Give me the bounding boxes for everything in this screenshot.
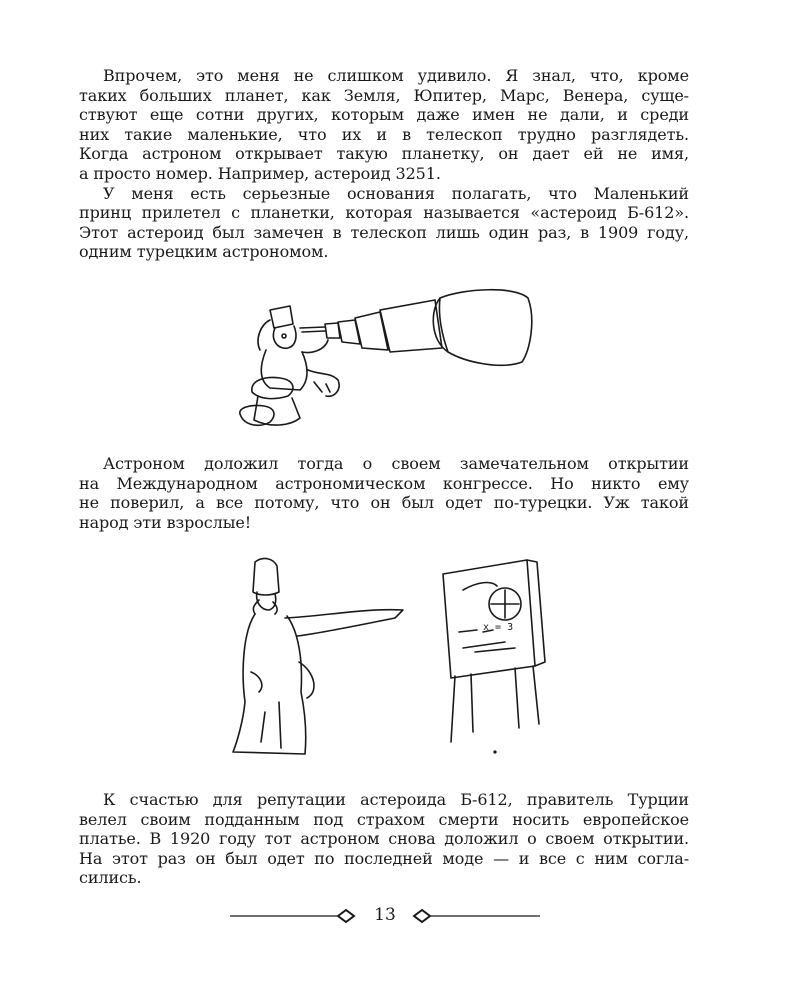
paragraph-turkey-decree	[79, 790, 689, 888]
text-line: сились.	[79, 868, 142, 888]
text-line: К счастью для репутации астероида Б-612, правитель Турции	[103, 790, 689, 809]
text-line: народ эти взрослые!	[79, 512, 252, 532]
text-line: Этот астероид был замечен в телескоп лишь один раз, в 1909 году,	[79, 222, 689, 242]
text-line: принц прилетел с планетки, которая называется «астероид Б-612».	[79, 203, 689, 223]
text-line: велел своим подданным под страхом смерти носить европейское	[79, 809, 689, 829]
text-line: Когда астроном открывает такую планетку, он дает ей не имя,	[79, 144, 689, 164]
paragraph-congress	[79, 454, 689, 532]
text-line: ствуют еще сотни других, которым даже имен не дали, и среди	[79, 105, 689, 125]
text-line: на Международном астрономическом конгрессе. Но никто ему	[79, 473, 689, 493]
text-line: платье. В 1920 году тот астроном снова доложил о своем открытии.	[79, 829, 689, 849]
text-line: На этот раз он был одет по последней моде — и все с ним согла-	[79, 848, 689, 868]
page-number: 13	[374, 905, 396, 925]
text-line: а просто номер. Например, астероид 3251.	[79, 163, 441, 183]
text-line: У меня есть серьезные основания полагать, что Маленький	[103, 183, 689, 203]
text-line: одним турецким астрономом.	[79, 242, 329, 262]
text-line: Впрочем, это меня не слишком удивило. Я знал, что, кроме	[103, 66, 689, 85]
blackboard-formula: x = 3	[483, 622, 514, 633]
paragraph-asteroid-intro	[79, 66, 689, 262]
text-line: Астроном доложил тогда о своем замечательном открытии	[103, 454, 689, 473]
text-line: них такие маленькие, что их и в телескоп трудно разглядеть.	[79, 124, 689, 144]
page-footer	[230, 904, 540, 928]
illustration-astronomer-blackboard	[215, 552, 555, 762]
illustration-astronomer-telescope	[230, 280, 540, 440]
text-line: не поверил, а все потому, что он был одет по-турецки. Уж такой	[79, 493, 689, 513]
text-line: таких больших планет, как Земля, Юпитер, Марс, Венера, суще-	[79, 85, 689, 105]
